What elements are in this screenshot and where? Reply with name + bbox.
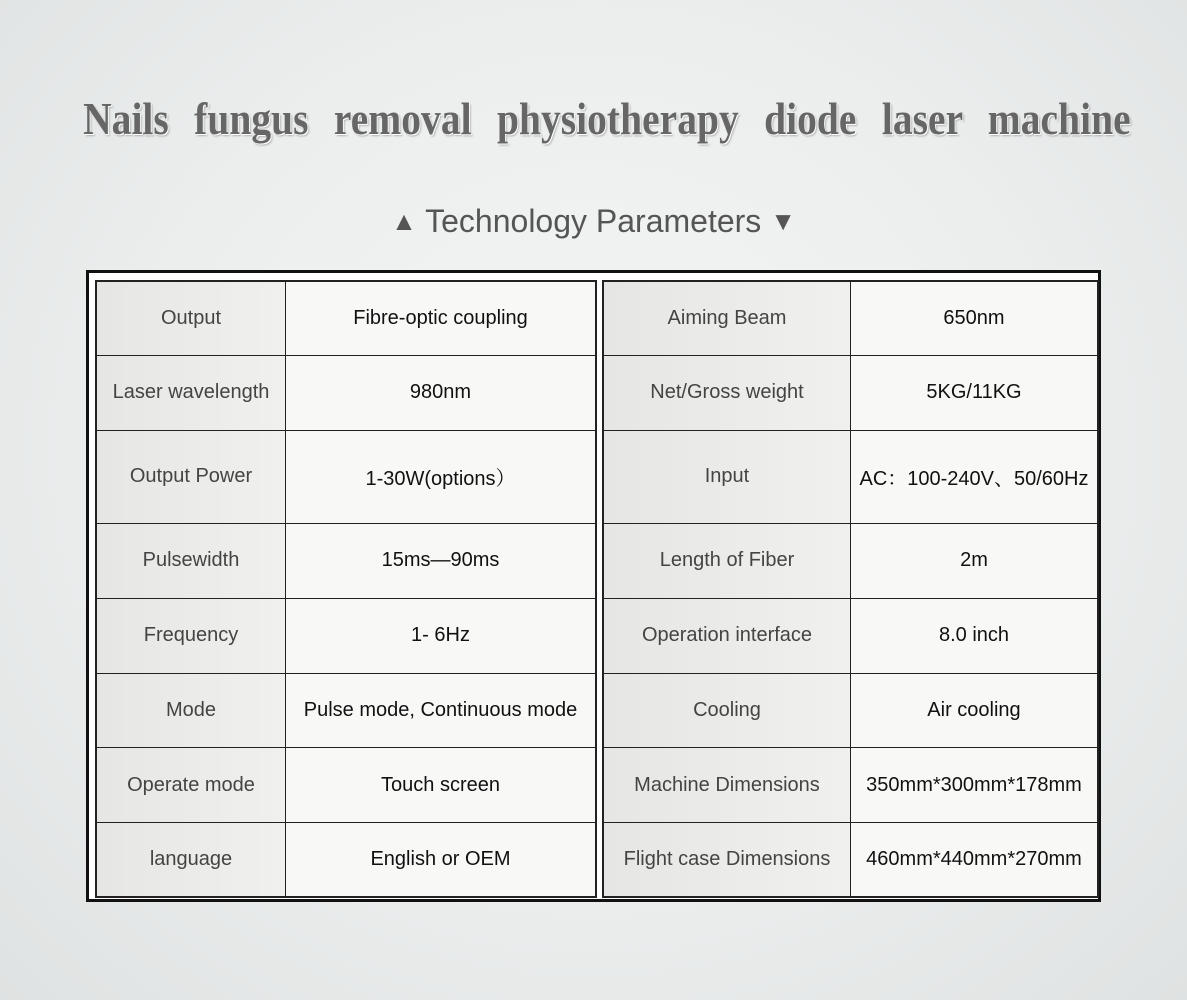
- param-name: Input: [604, 430, 851, 524]
- triangle-down-icon: ▼: [770, 206, 796, 236]
- param-name: Length of Fiber: [604, 524, 851, 599]
- param-name: Operation interface: [604, 598, 851, 673]
- param-value: 650nm: [851, 282, 1098, 355]
- table-row: [97, 355, 595, 430]
- table-row: [604, 524, 1097, 599]
- table-row: [97, 598, 595, 673]
- param-name: Mode: [97, 673, 286, 748]
- table-row: [604, 598, 1097, 673]
- triangle-up-icon: ▲: [391, 206, 417, 236]
- param-value: 350mm*300mm*178mm: [851, 748, 1098, 823]
- parameters-table-left: [95, 280, 597, 898]
- table-row: [97, 748, 595, 823]
- param-value: 8.0 inch: [851, 598, 1098, 673]
- param-name: Cooling: [604, 673, 851, 748]
- table-row: [604, 355, 1097, 430]
- param-name: language: [97, 823, 286, 896]
- param-name: Output Power: [97, 430, 286, 524]
- param-value: Touch screen: [286, 748, 596, 823]
- param-value: 980nm: [286, 355, 596, 430]
- param-value: 460mm*440mm*270mm: [851, 823, 1098, 896]
- param-value: 5KG/11KG: [851, 355, 1098, 430]
- page-title: Nails fungus removal physiotherapy diode laser machine: [83, 93, 1131, 144]
- table-row: [97, 282, 595, 355]
- table-row: [604, 673, 1097, 748]
- param-name: Output: [97, 282, 286, 355]
- table-row: [97, 430, 595, 524]
- param-value: 2m: [851, 524, 1098, 599]
- parameters-table-right: [602, 280, 1099, 898]
- param-name: Machine Dimensions: [604, 748, 851, 823]
- table-row: [604, 430, 1097, 524]
- param-value: Fibre-optic coupling: [286, 282, 596, 355]
- param-value: English or OEM: [286, 823, 596, 896]
- table-row: [604, 823, 1097, 896]
- param-value: Pulse mode, Continuous mode: [286, 673, 596, 748]
- param-name: Flight case Dimensions: [604, 823, 851, 896]
- section-heading-text: Technology Parameters: [425, 203, 762, 239]
- param-value: Air cooling: [851, 673, 1098, 748]
- param-name: Laser wavelength: [97, 355, 286, 430]
- table-row: [97, 524, 595, 599]
- param-name: Pulsewidth: [97, 524, 286, 599]
- param-value: AC：100-240V、50/60Hz: [851, 430, 1098, 524]
- parameters-frame: [86, 270, 1101, 902]
- table-row: [604, 748, 1097, 823]
- table-row: [97, 673, 595, 748]
- param-value: 1- 6Hz: [286, 598, 596, 673]
- param-value: 15ms—90ms: [286, 524, 596, 599]
- table-row: [97, 823, 595, 896]
- section-heading: [0, 203, 1187, 240]
- param-value: 1-30W(options）: [286, 430, 596, 524]
- table-row: [604, 282, 1097, 355]
- param-name: Operate mode: [97, 748, 286, 823]
- param-name: Net/Gross weight: [604, 355, 851, 430]
- param-name: Frequency: [97, 598, 286, 673]
- param-name: Aiming Beam: [604, 282, 851, 355]
